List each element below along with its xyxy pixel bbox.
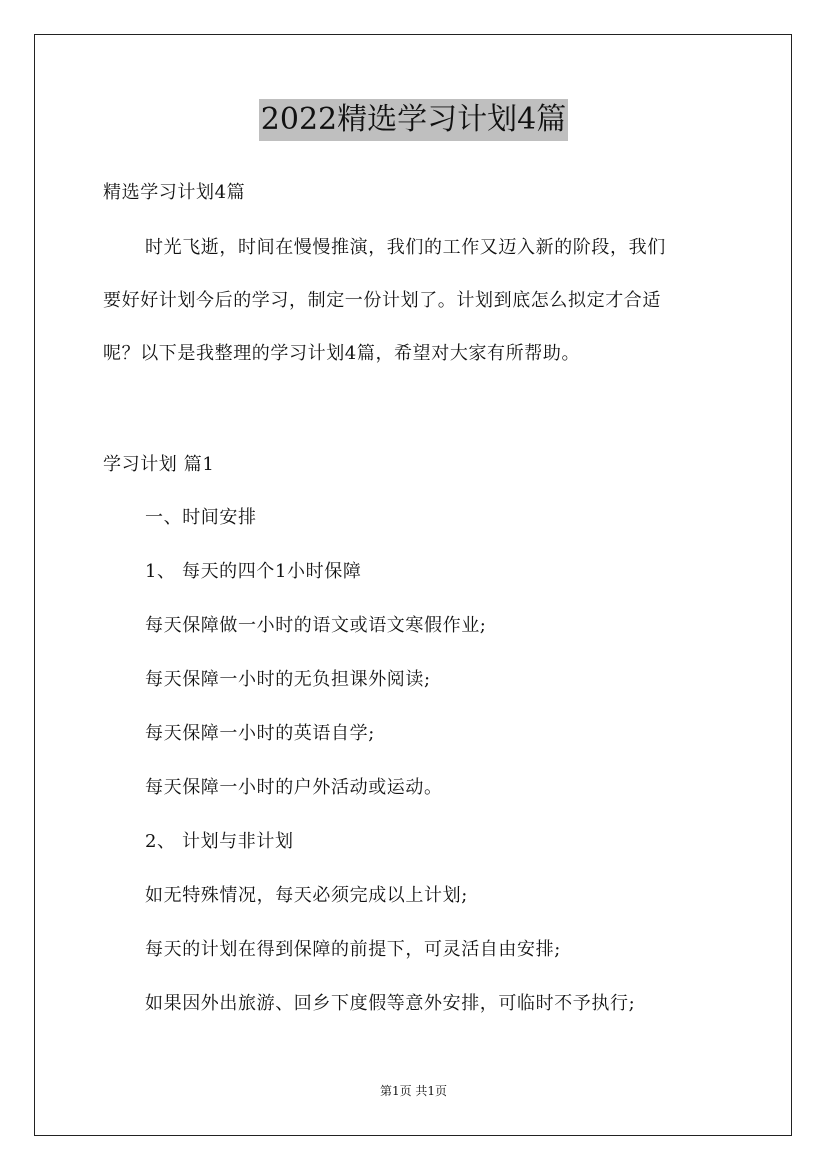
list-item: 每天保障一小时的无负担课外阅读; [145, 669, 431, 690]
page-footer: 第1页 共1页 [379, 1084, 448, 1098]
section-heading: 学习计划 篇1 [103, 454, 215, 475]
intro-line-1: 时光飞逝，时间在慢慢推演，我们的工作又迈入新的阶段，我们 [145, 237, 666, 258]
list-item: 如无特殊情况，每天必须完成以上计划; [145, 885, 468, 906]
document-title: 2022精选学习计划4篇 [259, 99, 568, 141]
list-item: 如果因外出旅游、回乡下度假等意外安排，可临时不予执行; [145, 993, 636, 1014]
list-item: 每天保障做一小时的语文或语文寒假作业; [145, 615, 487, 636]
intro-line-3: 呢？以下是我整理的学习计划4篇，希望对大家有所帮助。 [103, 343, 581, 364]
title-container [0, 99, 827, 141]
list-item: 每天保障一小时的英语自学; [145, 723, 375, 744]
list-item: 一、时间安排 [145, 507, 257, 528]
list-item: 1、 每天的四个1小时保障 [145, 561, 362, 582]
list-item: 2、 计划与非计划 [145, 831, 294, 852]
list-item: 每天的计划在得到保障的前提下，可灵活自由安排; [145, 939, 561, 960]
document-subtitle: 精选学习计划4篇 [103, 182, 246, 203]
list-item: 每天保障一小时的户外活动或运动。 [145, 777, 443, 798]
intro-line-2: 要好好计划今后的学习，制定一份计划了。计划到底怎么拟定才合适 [103, 290, 661, 311]
